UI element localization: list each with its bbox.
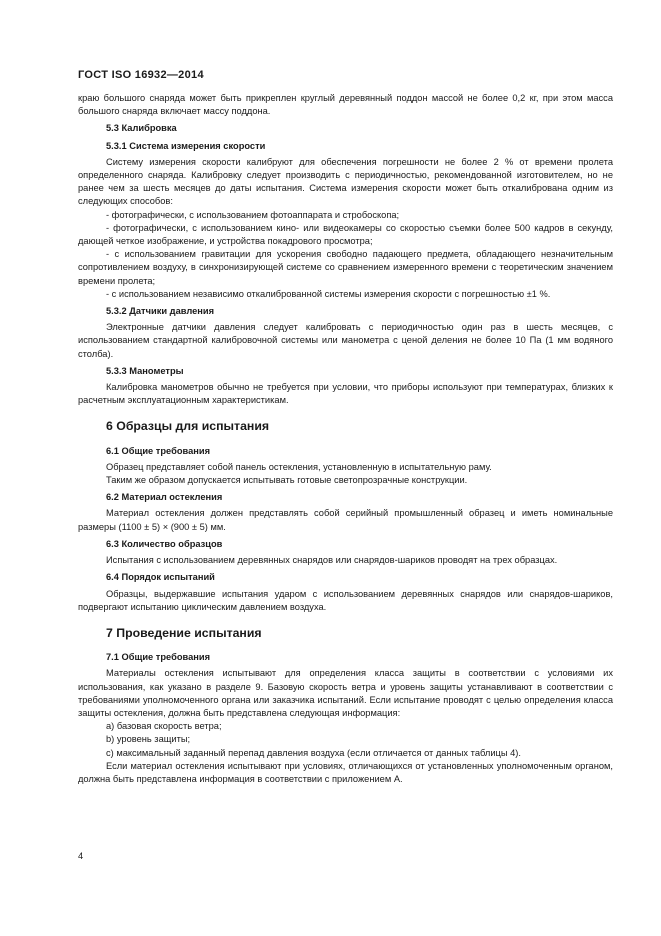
subsection-heading: 5.3.2 Датчики давления [106,306,215,317]
document-header: ГОСТ ISO 16932—2014 [78,69,204,81]
section-heading: 7 Проведение испытания [106,625,262,640]
paragraph: Калибровка манометров обычно не требуется при условии, что приборы используют при температурах, близких к расчетным эксплуатационным характеристикам. [78,382,613,406]
paragraph: Материалы остекления испытывают для определения класса защиты в соответствии с условиями их использования, как указано в разделе 9. Базовую скорость ветра и уровень защиты устанавливают в соответствии с требованиями уполномоченного органа или заказчика испытаний. Если испытание проводят с целью определения класса защиты остекления, должна быть представлена следующая информация: [78,668,613,718]
subsection-heading: 5.3.1 Система измерения скорости [106,140,266,151]
subsection-heading: 6.1 Общие требования [106,445,211,456]
subsection-heading: 6.3 Количество образцов [106,538,223,549]
section-heading: 6 Образцы для испытания [106,419,270,434]
subsection-heading: 7.1 Общие требования [106,652,211,663]
paragraph: - с использованием независимо откалиброванной системы измерения скорости с погрешностью ±1 %. [106,288,551,299]
paragraph: Образцы, выдержавшие испытания ударом с использованием деревянных снарядов или снарядов-шариков, подвергают испытанию циклическим давлением воздуха. [78,588,613,612]
paragraph: Образец представляет собой панель остекления, установленную в испытательную раму. [106,461,492,472]
paragraph: c) максимальный заданный перепад давления воздуха (если отличается от данных таблицы 4). [106,747,521,758]
paragraph: Таким же образом допускается испытывать готовые светопрозрачные конструкции. [106,475,468,486]
paragraph: Испытания с использованием деревянных снарядов или снарядов-шариков проводят на трех образцах. [106,555,558,566]
paragraph: b) уровень защиты; [106,734,191,745]
paragraph: a) базовая скорость ветра; [106,721,222,732]
paragraph: Систему измерения скорости калибруют для обеспечения погрешности не более 2 % от времени пролета определенного снаряда. Калибровку следует производить с периодичностью, рекомендованной изготовителем, но не ранее чем за шесть месяцев до даты испытания. Система измерения скорости может быть откалибрована одним из следующих способов: [78,156,613,207]
paragraph: краю большого снаряда может быть прикреплен круглый деревянный поддон массой не более 0,2 кг, при этом масса большого снаряда включает массу поддона. [78,93,613,117]
document-body [78,92,613,786]
subsection-heading: 6.2 Материал остекления [106,492,223,503]
paragraph: - фотографически, с использованием фотоаппарата и стробоскопа; [106,209,400,220]
subsection-heading: 5.3.3 Манометры [106,365,184,376]
paragraph: Если материал остекления испытывают при условиях, отличающихся от установленных уполномоченным органом, должна быть представлена информация в соответствии с приложением А. [78,760,613,784]
page-number: 4 [78,851,84,861]
paragraph: Материал остекления должен представлять собой серийный промышленный образец и иметь номинальные размеры (1100 ± 5) × (900 ± 5) мм. [78,508,613,532]
subsection-heading: 6.4 Порядок испытаний [106,572,215,583]
paragraph: - с использованием гравитации для ускорения свободно падающего предмета, обладающего незначительным сопротивлением воздуху, в синхронизирующей системе со сравнением измеренного времени с теоретическим значением времени пролета; [78,249,613,286]
paragraph: Электронные датчики давления следует калибровать с периодичностью один раз в шесть месяцев, с использованием стандартной калибровочной системы или манометра с ценой деления не более 10 Па (1 мм водяного столба). [78,322,613,359]
subsection-heading: 5.3 Калибровка [106,123,177,134]
paragraph: - фотографически, с использованием кино- или видеокамеры со скоростью съемки более 500 кадров в секунду, дающей четкое изображение, и устройства покадрового просмотра; [78,222,613,247]
